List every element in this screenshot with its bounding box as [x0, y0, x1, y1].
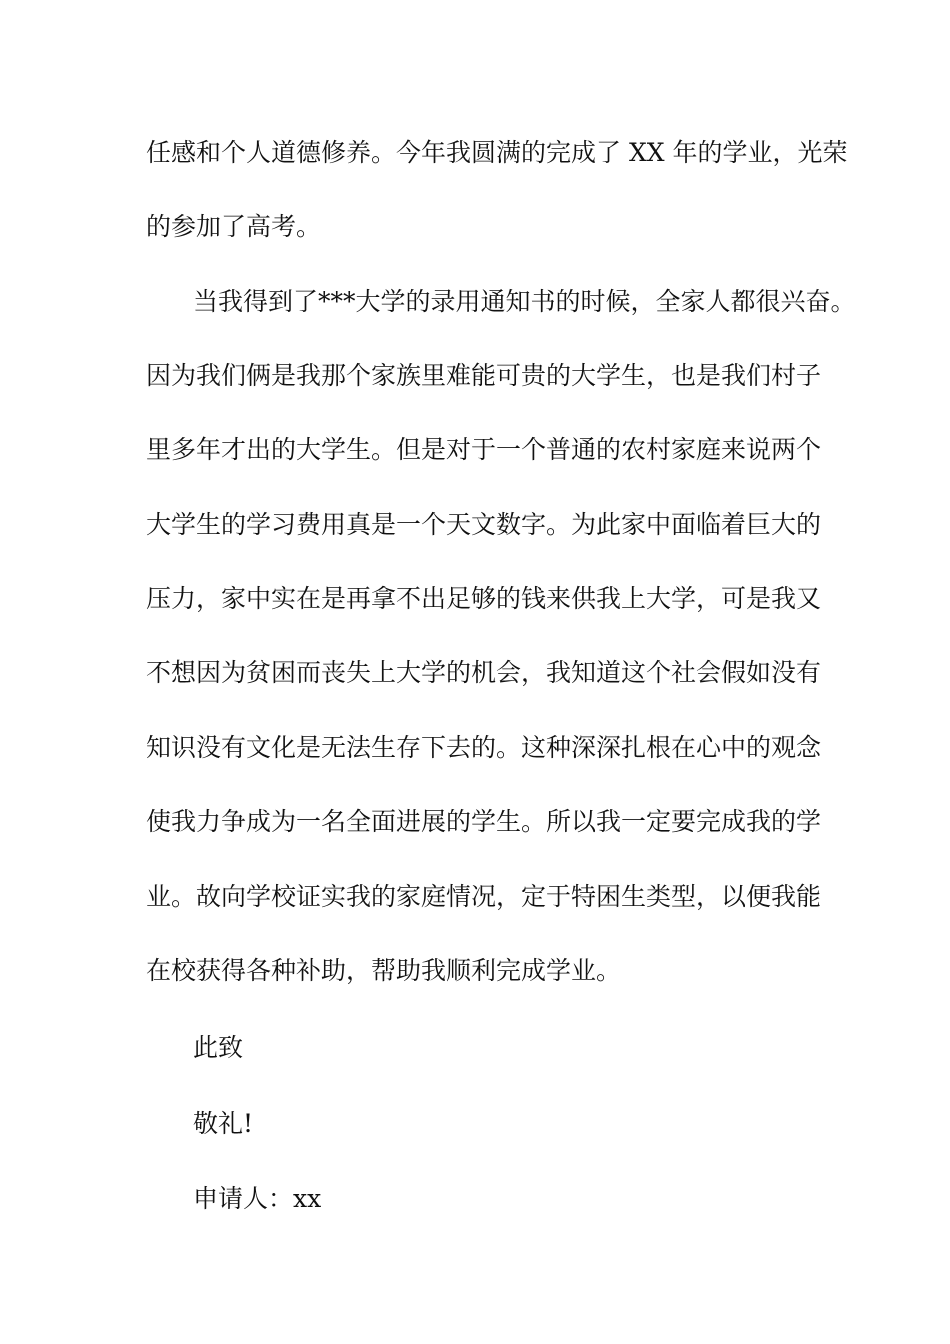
body-line-11: 业。故向学校证实我的家庭情况，定于特困生类型，以便我能 [146, 882, 822, 911]
signature-text: 申请人：xx [193, 1184, 322, 1213]
closing-text: 此致 [193, 1033, 244, 1062]
body-line-7: 压力，家中实在是再拿不出足够的钱来供我上大学，可是我又 [146, 584, 822, 613]
body-line-10: 使我力争成为一名全面进展的学生。所以我一定要完成我的学 [146, 807, 822, 836]
salutation-text: 敬礼! [193, 1109, 254, 1138]
body-line-1: 任感和个人道德修养。今年我圆满的完成了 XX 年的学业，光荣 [146, 138, 848, 167]
body-line-6: 大学生的学习费用真是一个天文数字。为此家中面临着巨大的 [146, 510, 822, 539]
body-line-12: 在校获得各种补助，帮助我顺利完成学业。 [146, 956, 622, 985]
body-line-2: 的参加了高考。 [146, 212, 322, 241]
body-line-5: 里多年才出的大学生。但是对于一个普通的农村家庭来说两个 [146, 435, 822, 464]
body-line-8: 不想因为贫困而丧失上大学的机会，我知道这个社会假如没有 [146, 658, 822, 687]
body-line-3: 当我得到了***大学的录用通知书的时候，全家人都很兴奋。 [193, 287, 856, 316]
body-line-4: 因为我们俩是我那个家族里难能可贵的大学生，也是我们村子 [146, 361, 822, 390]
body-line-9: 知识没有文化是无法生存下去的。这种深深扎根在心中的观念 [146, 733, 822, 762]
